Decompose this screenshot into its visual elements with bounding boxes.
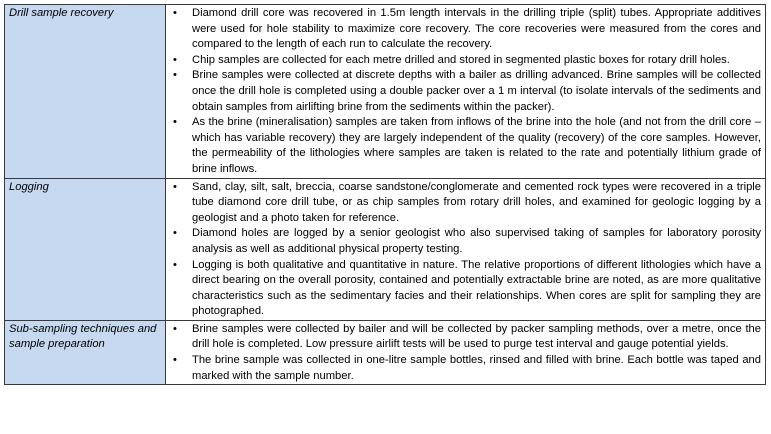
- table-row: [5, 320, 766, 384]
- list-item: • Brine samples were collected at discrete depths with a bailer as drilling advanced. Brine samples will be collected once the drill hole is completed using a double packer over a 1 m interval (to isolate intervals of the sediments and obtain samples from airlifting brine from the sediments within the packer).: [170, 68, 761, 115]
- criteria-cell: [5, 5, 166, 179]
- bullet-icon: •: [173, 116, 177, 129]
- list-item: • Brine samples were collected by bailer and will be collected by packer sampling methods, over a metre, once the drill hole is completed. Low pressure airlift tests will be used to purge test interval and gauge potential yields.: [170, 322, 761, 353]
- commentary-cell: [166, 320, 766, 384]
- list-item: • Sand, clay, silt, salt, breccia, coarse sandstone/conglomerate and cemented rock types were recovered in a triple tube diamond core drill tube, or as chip samples from rotary drill holes, and examined for geologic logging by a geologist and a photo taken for reference.: [170, 180, 761, 227]
- bullet-icon: •: [173, 322, 177, 335]
- criteria-cell: [5, 320, 166, 384]
- list-item: • Diamond holes are logged by a senior geologist who also supervised taking of samples for laboratory porosity analysis as well as additional physical property testing.: [170, 226, 761, 257]
- table-row: [5, 178, 766, 320]
- bullet-list: [170, 6, 761, 178]
- criteria-label: Logging: [9, 180, 49, 193]
- bullet-icon: •: [173, 258, 177, 271]
- jorc-criteria-table: [4, 4, 766, 385]
- criteria-label: Sub-sampling techniques and sample preparation: [9, 322, 157, 351]
- list-item: • As the brine (mineralisation) samples are taken from inflows of the brine into the hole (and not from the drill core – which has variable recovery) they are largely independent of the quality (recovery) of the core samples. However, the permeability of the lithologies where samples are taken is related to the rate and potentially lithium grade of brine inflows.: [170, 115, 761, 177]
- bullet-icon: •: [173, 354, 177, 367]
- list-item: • Chip samples are collected for each metre drilled and stored in segmented plastic boxes for rotary drill holes.: [170, 53, 761, 69]
- bullet-list: [170, 180, 761, 320]
- bullet-icon: •: [173, 180, 177, 193]
- commentary-cell: [166, 178, 766, 320]
- bullet-icon: •: [173, 69, 177, 82]
- bullet-icon: •: [173, 7, 177, 19]
- bullet-icon: •: [173, 53, 177, 66]
- criteria-label: Drill sample recovery: [9, 7, 114, 19]
- list-item: • The brine sample was collected in one-litre sample bottles, rinsed and filled with brine. Each bottle was taped and marked with the sample number.: [170, 353, 761, 384]
- commentary-cell: [166, 5, 766, 179]
- list-item: • Logging is both qualitative and quantitative in nature. The relative proportions of different lithologies which have a direct bearing on the overall porosity, contained and potentially extractable brine are noted, as are more qualitative characteristics such as the sedimentary facies and their relationships. When cores are split for sampling they are photographed.: [170, 258, 761, 320]
- table-row: [5, 5, 766, 179]
- bullet-list: [170, 322, 761, 384]
- list-item: • Diamond drill core was recovered in 1.5m length intervals in the drilling triple (split) tubes. Appropriate additives were used for hole stability to maximize core recovery. The core recoveries were measured from the cores and compared to the length of each run to calculate the recovery.: [170, 6, 761, 53]
- bullet-icon: •: [173, 227, 177, 240]
- criteria-cell: [5, 178, 166, 320]
